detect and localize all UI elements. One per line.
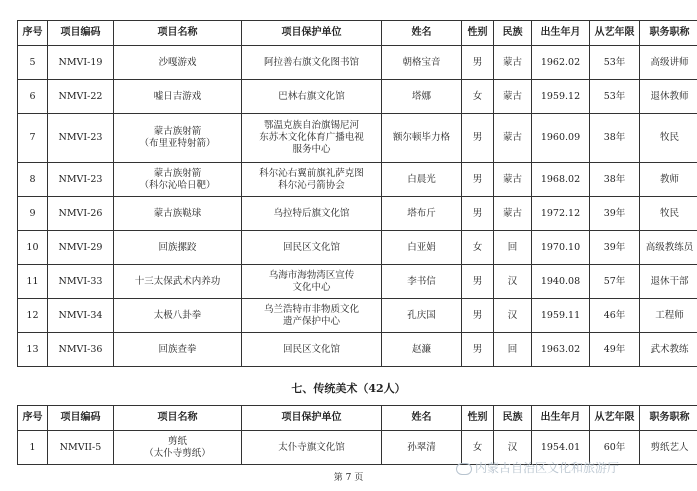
header-nation: 民族 [494, 406, 532, 431]
cell-person: 塔布斤 [382, 197, 462, 231]
cell-code: NMVI-26 [48, 197, 114, 231]
table-row [18, 231, 697, 265]
cell-birth: 1972.12 [532, 197, 590, 231]
header-unit: 项目保护单位 [242, 21, 382, 46]
cell-nation: 回 [494, 333, 532, 367]
cell-birth: 1970.10 [532, 231, 590, 265]
cell-sex: 男 [462, 46, 494, 80]
cell-years: 60年 [590, 431, 640, 465]
cell-name: 回族查拳 [114, 333, 242, 367]
cell-birth: 1959.11 [532, 299, 590, 333]
cell-nation: 汉 [494, 299, 532, 333]
cell-birth: 1959.12 [532, 80, 590, 114]
header-sex: 性别 [462, 21, 494, 46]
cell-nation: 蒙古 [494, 163, 532, 197]
cell-person: 朝格宝音 [382, 46, 462, 80]
cell-unit: 科尔沁右翼前旗礼萨克图 科尔沁弓箭协会 [242, 163, 382, 197]
section-title: 七、传统美术（42人） [291, 382, 406, 395]
header-name: 项目名称 [114, 21, 242, 46]
table-row [18, 46, 697, 80]
header-nation: 民族 [494, 21, 532, 46]
header-person: 姓名 [382, 406, 462, 431]
watermark-text: 内蒙古自治区文化和旅游厅 [475, 461, 620, 475]
cell-sex: 女 [462, 231, 494, 265]
cell-sex: 女 [462, 431, 494, 465]
cell-title: 工程师 [640, 299, 697, 333]
cell-no: 5 [18, 46, 48, 80]
cell-sex: 男 [462, 333, 494, 367]
cell-unit: 回民区文化馆 [242, 333, 382, 367]
cell-code: NMVI-36 [48, 333, 114, 367]
table-header-row [18, 406, 697, 431]
cell-person: 白亚娟 [382, 231, 462, 265]
cell-unit: 鄂温克族自治旗锡尼河 东苏木文化体育广播电视 服务中心 [242, 114, 382, 163]
cell-title: 剪纸艺人 [640, 431, 697, 465]
cell-nation: 蒙古 [494, 46, 532, 80]
header-sex: 性别 [462, 406, 494, 431]
cell-unit: 乌海市海勃湾区宣传 文化中心 [242, 265, 382, 299]
table-row [18, 114, 697, 163]
cell-name: 嘘日吉游戏 [114, 80, 242, 114]
header-code: 项目编码 [48, 406, 114, 431]
cell-no: 13 [18, 333, 48, 367]
table-row [18, 265, 697, 299]
cell-person: 孙翠清 [382, 431, 462, 465]
cell-no: 1 [18, 431, 48, 465]
cell-code: NMVI-23 [48, 114, 114, 163]
cell-years: 53年 [590, 80, 640, 114]
cell-title: 牧民 [640, 114, 697, 163]
cell-sex: 男 [462, 163, 494, 197]
cell-person: 孔庆国 [382, 299, 462, 333]
table-row [18, 163, 697, 197]
cell-code: NMVI-29 [48, 231, 114, 265]
cell-nation: 蒙古 [494, 80, 532, 114]
cell-no: 12 [18, 299, 48, 333]
cell-sex: 男 [462, 197, 494, 231]
cell-unit: 巴林右旗文化馆 [242, 80, 382, 114]
cell-code: NMVI-22 [48, 80, 114, 114]
cell-title: 教师 [640, 163, 697, 197]
cell-code: NMVI-34 [48, 299, 114, 333]
wechat-icon [456, 463, 472, 475]
cell-years: 49年 [590, 333, 640, 367]
header-no: 序号 [18, 21, 48, 46]
cell-birth: 1968.02 [532, 163, 590, 197]
cell-birth: 1962.02 [532, 46, 590, 80]
cell-no: 10 [18, 231, 48, 265]
cell-no: 6 [18, 80, 48, 114]
cell-name: 剪纸 （太仆寺剪纸） [114, 431, 242, 465]
cell-name: 十三太保武术内养功 [114, 265, 242, 299]
cell-title: 退休干部 [640, 265, 697, 299]
header-no: 序号 [18, 406, 48, 431]
page-number: 第 7 页 [333, 473, 364, 483]
cell-name: 蒙古族射箭 （科尔沁哈日靶） [114, 163, 242, 197]
cell-nation: 蒙古 [494, 114, 532, 163]
cell-birth: 1954.01 [532, 431, 590, 465]
header-title: 职务职称 [640, 406, 697, 431]
cell-code: NMVI-19 [48, 46, 114, 80]
cell-years: 57年 [590, 265, 640, 299]
cell-title: 高级讲师 [640, 46, 697, 80]
table-row [18, 80, 697, 114]
cell-unit: 回民区文化馆 [242, 231, 382, 265]
cell-years: 38年 [590, 163, 640, 197]
table-row [18, 333, 697, 367]
cell-nation: 汉 [494, 265, 532, 299]
cell-no: 9 [18, 197, 48, 231]
cell-title: 武术教练 [640, 333, 697, 367]
header-title: 职务职称 [640, 21, 697, 46]
table-row [18, 299, 697, 333]
cell-nation: 蒙古 [494, 197, 532, 231]
cell-birth: 1940.08 [532, 265, 590, 299]
cell-title: 高级教练员 [640, 231, 697, 265]
watermark [456, 459, 619, 476]
cell-no: 11 [18, 265, 48, 299]
cell-unit: 乌兰浩特市非物质文化 遗产保护中心 [242, 299, 382, 333]
cell-sex: 男 [462, 299, 494, 333]
header-unit: 项目保护单位 [242, 406, 382, 431]
cell-no: 7 [18, 114, 48, 163]
inheritors-table [17, 20, 697, 367]
cell-years: 53年 [590, 46, 640, 80]
cell-code: NMVI-23 [48, 163, 114, 197]
cell-no: 8 [18, 163, 48, 197]
cell-name: 沙嘎游戏 [114, 46, 242, 80]
cell-title: 退休教师 [640, 80, 697, 114]
cell-sex: 男 [462, 114, 494, 163]
cell-person: 额尔顿毕力格 [382, 114, 462, 163]
cell-name: 蒙古族鞑球 [114, 197, 242, 231]
cell-title: 牧民 [640, 197, 697, 231]
cell-person: 李书信 [382, 265, 462, 299]
cell-person: 赵濂 [382, 333, 462, 367]
cell-years: 46年 [590, 299, 640, 333]
header-name: 项目名称 [114, 406, 242, 431]
cell-name: 太极八卦拳 [114, 299, 242, 333]
header-code: 项目编码 [48, 21, 114, 46]
cell-name: 蒙古族射箭 （布里亚特射箭） [114, 114, 242, 163]
header-birth: 出生年月 [532, 406, 590, 431]
cell-sex: 女 [462, 80, 494, 114]
cell-unit: 乌拉特后旗文化馆 [242, 197, 382, 231]
cell-years: 39年 [590, 231, 640, 265]
header-birth: 出生年月 [532, 21, 590, 46]
cell-name: 回族摞跤 [114, 231, 242, 265]
cell-birth: 1960.09 [532, 114, 590, 163]
cell-nation: 汉 [494, 431, 532, 465]
cell-sex: 男 [462, 265, 494, 299]
cell-code: NMVII-5 [48, 431, 114, 465]
cell-unit: 阿拉善右旗文化图书馆 [242, 46, 382, 80]
fine-arts-table [17, 405, 697, 465]
cell-years: 38年 [590, 114, 640, 163]
header-years: 从艺年限 [590, 406, 640, 431]
cell-code: NMVI-33 [48, 265, 114, 299]
table-header-row [18, 21, 697, 46]
cell-unit: 太仆寺旗文化馆 [242, 431, 382, 465]
cell-nation: 回 [494, 231, 532, 265]
cell-birth: 1963.02 [532, 333, 590, 367]
header-years: 从艺年限 [590, 21, 640, 46]
header-person: 姓名 [382, 21, 462, 46]
table-row [18, 197, 697, 231]
cell-years: 39年 [590, 197, 640, 231]
cell-person: 白晨光 [382, 163, 462, 197]
cell-person: 塔娜 [382, 80, 462, 114]
